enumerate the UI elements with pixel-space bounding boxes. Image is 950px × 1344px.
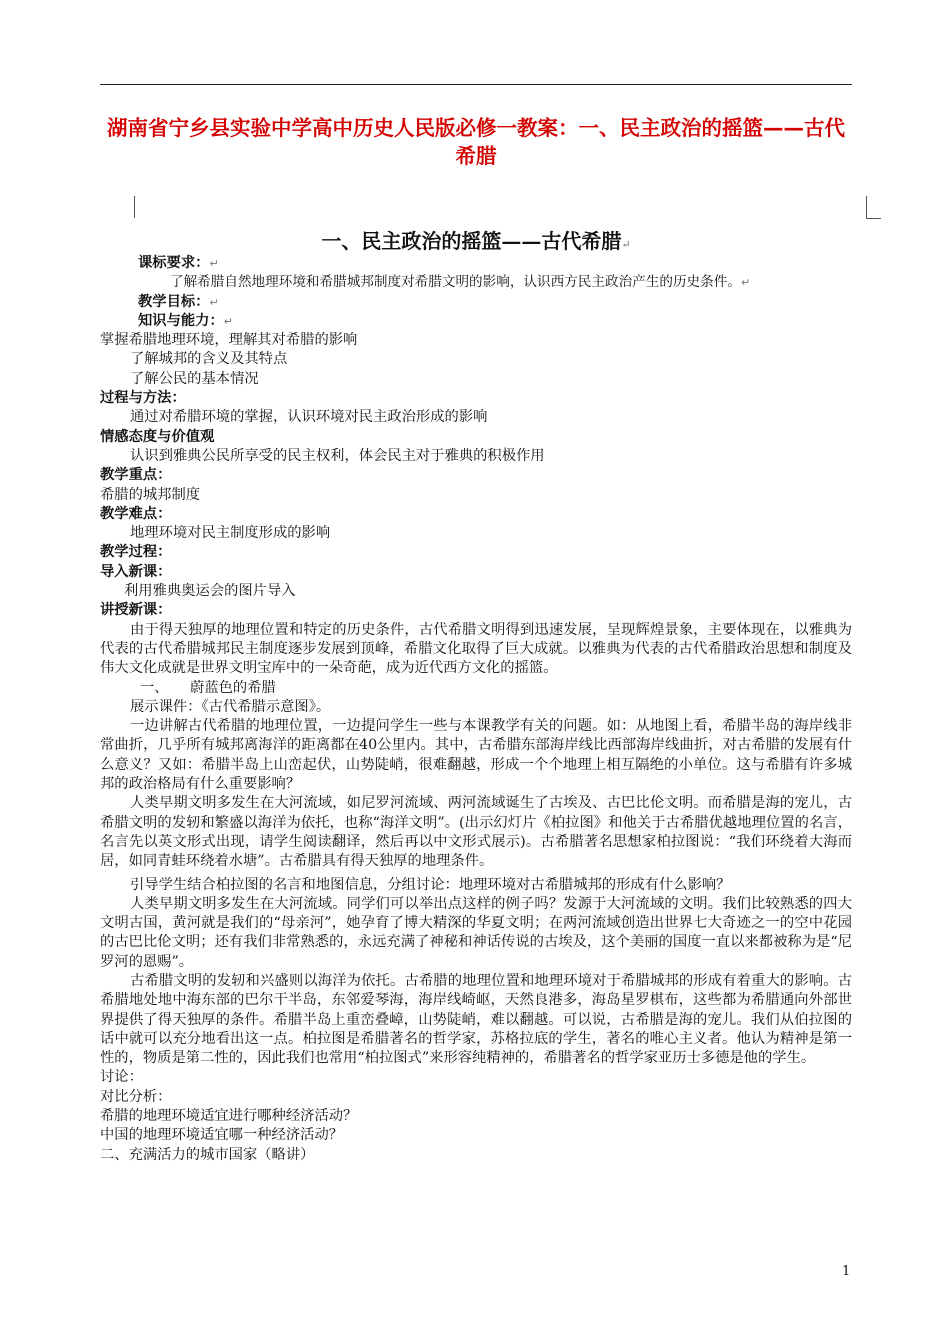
section-heading-2: 二、充满活力的城市国家（略讲） <box>100 1146 315 1163</box>
standard-text <box>100 273 852 292</box>
paragraph-ocean-civilization: 人类早期文明多发生在大河流域，如尼罗河流域、两河流域诞生了古埃及、古巴比伦文明。而希腊是海的宠儿，古希腊文明的发轫和繁盛以海洋为依托，也称“海洋文明”。(出示幻灯片《柏拉图》和他关于古希腊优越地理位置的名言，名言先以英文形式出现，请学生阅读翻译，然后再以中文形式展示)。古希腊著名思想家柏拉图说：“我们环绕着大海而居，如同青蛙环绕着水塘”。古希腊具有得天独厚的地理条件。 <box>100 795 852 870</box>
paragraph-plato: 古希腊文明的发轫和兴盛则以海洋为依托。古希腊的地理位置和地理环境对于希腊城邦的形成有着重大的影响。古希腊地处地中海东部的巴尔干半岛，东邻爱琴海，海岸线崎岖，天然良港多，海岛星罗棋布，这些都为希腊通向外部世界提供了得天独厚的条件。希腊半岛上重峦叠嶂，山势陡峭，难以翻越。可以说，古希腊是海的宠儿。我们从伯拉图的话中就可以充分地看出这一点。柏拉图是希腊著名的哲学家，苏格拉底的学生，著名的唯心主义者。他认为精神是第一性的，物质是第二性的，因此我们也常用“柏拉图式”来形容纯精神的，希腊著名的哲学家亚历士多德是他的学生。 <box>100 972 852 1067</box>
key-point-item: 希腊的城邦制度 <box>100 486 201 503</box>
return-mark: ↵ <box>740 276 751 290</box>
header-rule <box>100 84 852 85</box>
teaching-heading: 讲授新课： <box>100 602 172 619</box>
process-item: 通过对希腊环境的掌握，认识环境对民主政治形成的影响 <box>130 409 488 426</box>
return-mark: ↵ <box>223 314 233 328</box>
standard-heading <box>100 254 852 273</box>
key-point-heading: 教学重点： <box>100 467 172 484</box>
attitude-item: 认识到雅典公民所享受的民主权利，体会民主对于雅典的积极作用 <box>130 447 545 464</box>
paragraph-river-civilizations: 人类早期文明多发生在大河流域。同学们可以举出点这样的例子吗？发源于大河流域的文明。我们比较熟悉的四大文明古国，黄河就是我们的“母亲河”，她孕育了博大精深的华夏文明；在两河流域创造出世界七大奇迹之一的空中花园的古巴比伦文明；还有我们非常熟悉的，永远充满了神秘和神话传说的古埃及，这个美丽的国度一直以来都被称为是“尼罗河的恩赐”。 <box>100 895 852 970</box>
section-heading-1: 一、 蔚蓝色的希腊 <box>140 679 276 696</box>
goals-label: 教学目标： <box>138 293 210 310</box>
discussion-label: 讨论： <box>100 1069 143 1086</box>
knowledge-item: 掌握希腊地理环境，理解其对希腊的影响 <box>100 332 358 349</box>
margin-corner-mark-right <box>866 196 881 219</box>
return-mark: ↵ <box>209 257 219 270</box>
difficulty-heading: 教学难点： <box>100 505 172 522</box>
procedure-heading: 教学过程： <box>100 544 172 561</box>
document-title: 湖南省宁乡县实验中学高中历史人民版必修一教案：一、民主政治的摇篮——古代希腊 <box>107 116 845 168</box>
courseware-line: 展示课件：《古代希腊示意图》。 <box>130 698 331 715</box>
intro-item: 利用雅典奥运会的图片导入 <box>124 583 296 600</box>
process-heading: 过程与方法： <box>100 390 186 407</box>
paragraph-discussion-prompt: 引导学生结合柏拉图的名言和地图信息，分组讨论：地理环境对古希腊城邦的形成有什么影响？ <box>130 876 731 893</box>
margin-corner-mark-left <box>134 196 149 218</box>
knowledge-item: 了解城邦的含义及其特点 <box>130 351 288 368</box>
difficulty-item: 地理环境对民主制度形成的影响 <box>130 525 331 542</box>
comparison-label: 对比分析： <box>100 1088 172 1105</box>
standard-text-content: 了解希腊自然地理环境和希腊城邦制度对希腊文明的影响，认识西方民主政治产生的历史条件。 <box>170 274 741 291</box>
intro-heading: 导入新课： <box>100 563 172 580</box>
page-number: 1 <box>842 1264 851 1279</box>
return-mark: ↵ <box>621 238 631 251</box>
return-mark: ↵ <box>209 295 219 309</box>
attitude-heading: 情感态度与价值观 <box>100 428 215 445</box>
lesson-title-text: 一、民主政治的摇篮——古代希腊 <box>321 229 622 253</box>
knowledge-label: 知识与能力： <box>138 312 224 329</box>
question-china: 中国的地理环境适宜哪一种经济活动？ <box>100 1127 344 1144</box>
goals-heading <box>100 293 852 312</box>
question-greece: 希腊的地理环境适宜进行哪种经济活动？ <box>100 1108 358 1125</box>
knowledge-heading <box>100 312 852 331</box>
standard-label: 课标要求： <box>138 255 210 271</box>
document-body <box>100 254 852 1165</box>
paragraph-geography: 一边讲解古代希腊的地理位置，一边提问学生一些与本课教学有关的问题。如：从地图上看，希腊半岛的海岸线非常曲折，几乎所有城邦离海洋的距离都在40公里内。其中，古希腊东部海岸线比西部海岸线曲折，对古希腊的发展有什么意义？又如：希腊半岛上山峦起伏，山势陡峭，很难翻越，形成一个个地理上相互隔绝的小单位。这与希腊有许多城邦的政治格局有什么重要影响？ <box>100 718 852 793</box>
knowledge-item: 了解公民的基本情况 <box>130 370 259 387</box>
paragraph-intro: 由于得天独厚的地理位置和特定的历史条件，古代希腊文明得到迅速发展，呈现辉煌景象，主要体现在，以雅典为代表的古代希腊城邦民主制度逐步发展到顶峰，希腊文化取得了巨大成就。以雅典为代表的古代希腊政治思想和制度及伟大文化成就是世界文明宝库中的一朵奇葩，成为近代西方文化的摇篮。 <box>100 621 852 677</box>
